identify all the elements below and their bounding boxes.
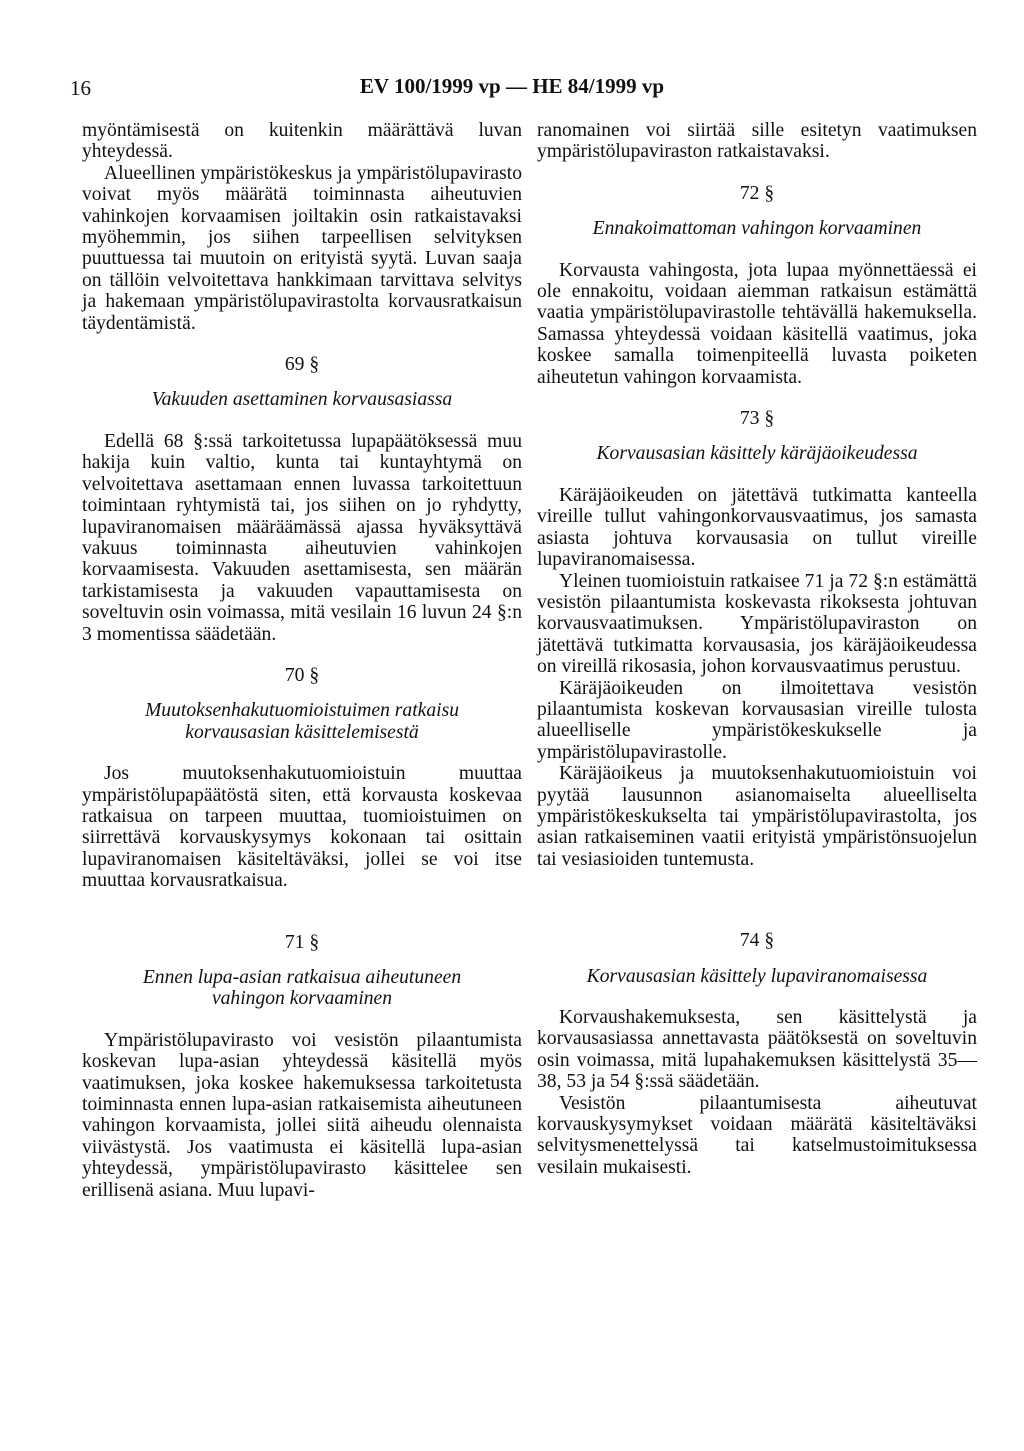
section-71-title [82, 967, 522, 1010]
section-73-paragraph-2: Yleinen tuomioistuin ratkaisee 71 ja 72 §:n estämättä vesistön pilaantumista koskevasta rikoksesta johtuvan korvausvaatimuksen. Ympäristölupaviraston on jätettävä tutkimatta korvausasia, jos käräjäoikeudessa on vireillä rikosasia, johon korvausvaatimus perustuu. [537, 570, 977, 678]
section-73-paragraph-3: Käräjäoikeuden on ilmoitettava vesistön pilaantumista koskevan korvausasian vireille tulosta alueelliselle ympäristökeskukselle ja ympäristölupavirastolle. [537, 677, 977, 763]
section-70-title-line-2: korvausasian käsittelemisestä [185, 721, 419, 743]
section-70-number: 70 § [284, 664, 320, 686]
section-72-number: 72 § [739, 182, 775, 204]
running-header: EV 100/1999 vp — HE 84/1999 vp [359, 74, 665, 98]
section-69-number: 69 § [284, 354, 320, 376]
right-column [537, 120, 977, 1178]
paragraph-continuation: myöntämisestä on kuitenkin määrättävä luvan yhteydessä. [82, 120, 522, 163]
section-70-title [82, 700, 522, 743]
section-74-paragraph-1: Korvaushakemuksesta, sen käsittelystä ja korvausasiassa annettavasta päätöksestä on soveltuvin osin voimassa, mitä lupahakemuksen käsittelystä 35—38, 53 ja 54 §:ssä säädetään. [537, 1007, 977, 1093]
section-70-paragraph: Jos muutoksenhakutuomioistuin muuttaa ympäristölupapäätöstä siten, että korvausta koskevaa ratkaisua on tarpeen muuttaa, tuomioistuimen on siirrettävä korvauskysymys kokonaan tai osittain lupaviranomaisen käsiteltäväksi, jollei se voi itse muuttaa korvausratkaisua. [82, 763, 522, 892]
paragraph: Alueellinen ympäristökeskus ja ympäristölupavirasto voivat myös määrätä toiminnasta aiheutuvien vahinkojen korvaamisen joiltakin osin ratkaistavaksi myöhemmin, jos siihen tarpeellisen selvityksen puuttuessa tai muutoin on erityistä syytä. Luvan saaja on tällöin velvoitettava hankkimaan tarvittava selvitys ja hakemaan ympäristölupavirastolta korvausratkaisun täydentämistä. [82, 162, 522, 334]
section-74-title: Korvausasian käsittely lupaviranomaisessa [586, 965, 928, 987]
paragraph-continuation: ranomainen voi siirtää sille esitetyn vaatimuksen ympäristölupaviraston ratkaistavaksi. [537, 120, 977, 163]
section-71-paragraph: Ympäristölupavirasto voi vesistön pilaantumista koskevan lupa-asian yhteydessä käsitellä myös vaatimuksen, joka koskee hakemuksessa tarkoitetusta toiminnasta ennen lupa-asian ratkaisemista aiheutuneen vahingon korvaamista, jollei siitä aiheudu olennaista viivästystä. Jos vaatimusta ei käsitellä lupa-asian yhteydessä, ympäristölupavirasto käsittelee sen erillisenä asiana. Muu lupavi- [82, 1029, 522, 1201]
section-73-paragraph-4: Käräjäoikeus ja muutoksenhakutuomioistuin voi pyytää lausunnon asianomaiselta alueelliselta ympäristökeskukselta tai ympäristölupavirastolta, jos asian ratkaiseminen vaatii erityistä ympäristönsuojelun tai vesiasioiden tuntemusta. [537, 763, 977, 870]
page-number: 16 [70, 76, 91, 100]
section-71-number: 71 § [284, 931, 320, 953]
section-71-title-line-1: Ennen lupa-asian ratkaisua aiheutuneen [142, 967, 462, 988]
section-70-title-line-1: Muutoksenhakutuomioistuimen ratkaisu [144, 700, 459, 722]
left-column [82, 120, 522, 1201]
section-71-title-line-2: vahingon korvaaminen [211, 988, 393, 1010]
section-72-title: Ennakoimattoman vahingon korvaaminen [592, 218, 922, 240]
section-74-paragraph-2: Vesistön pilaantumisesta aiheutuvat korvauskysymykset voidaan määrätä käsiteltäväksi selvitysmenettelyssä tai katselmustoimituksessa vesilain mukaisesti. [537, 1092, 977, 1178]
section-69-paragraph: Edellä 68 §:ssä tarkoitetussa lupapäätöksessä muu hakija kuin valtio, kunta tai kuntayhtymä on velvoitettava asettamaan ennen luvassa tarkoitettuun toimintaan ryhtymistä tai, jos siihen on jo ryhdytty, lupaviranomaisen määräämässä ajassa hyväksyttävä vakuus toiminnasta aiheutuvien vahinkojen korvaamisesta. Vakuuden asettamisesta, sen määrän tarkistamisesta ja vakuuden vapauttamisesta on soveltuvin osin voimassa, mitä vesilain 16 luvun 24 §:n 3 momentissa säädetään. [82, 430, 522, 645]
section-74-number: 74 § [739, 930, 775, 952]
section-73-title: Korvausasian käsittely käräjäoikeudessa [596, 443, 918, 465]
section-72-paragraph: Korvausta vahingosta, jota lupaa myönnettäessä ei ole ennakoitu, voidaan aiemman ratkaisun estämättä vaatia ympäristölupavirastolle tehtävällä hakemuksella. Samassa yhteydessä voidaan käsitellä vaatimus, joka koskee samalla toimenpiteellä luvasta poiketen aiheutetun vahingon korvaamista. [537, 259, 977, 388]
section-69-title: Vakuuden asettaminen korvausasiassa [151, 389, 453, 411]
section-73-paragraph-1: Käräjäoikeuden on jätettävä tutkimatta kanteella vireille tullut vahingonkorvausvaatimus, jos samasta asiasta johtuva korvausasia on tullut vireille lupaviranomaisessa. [537, 484, 977, 571]
section-73-number: 73 § [739, 408, 775, 430]
